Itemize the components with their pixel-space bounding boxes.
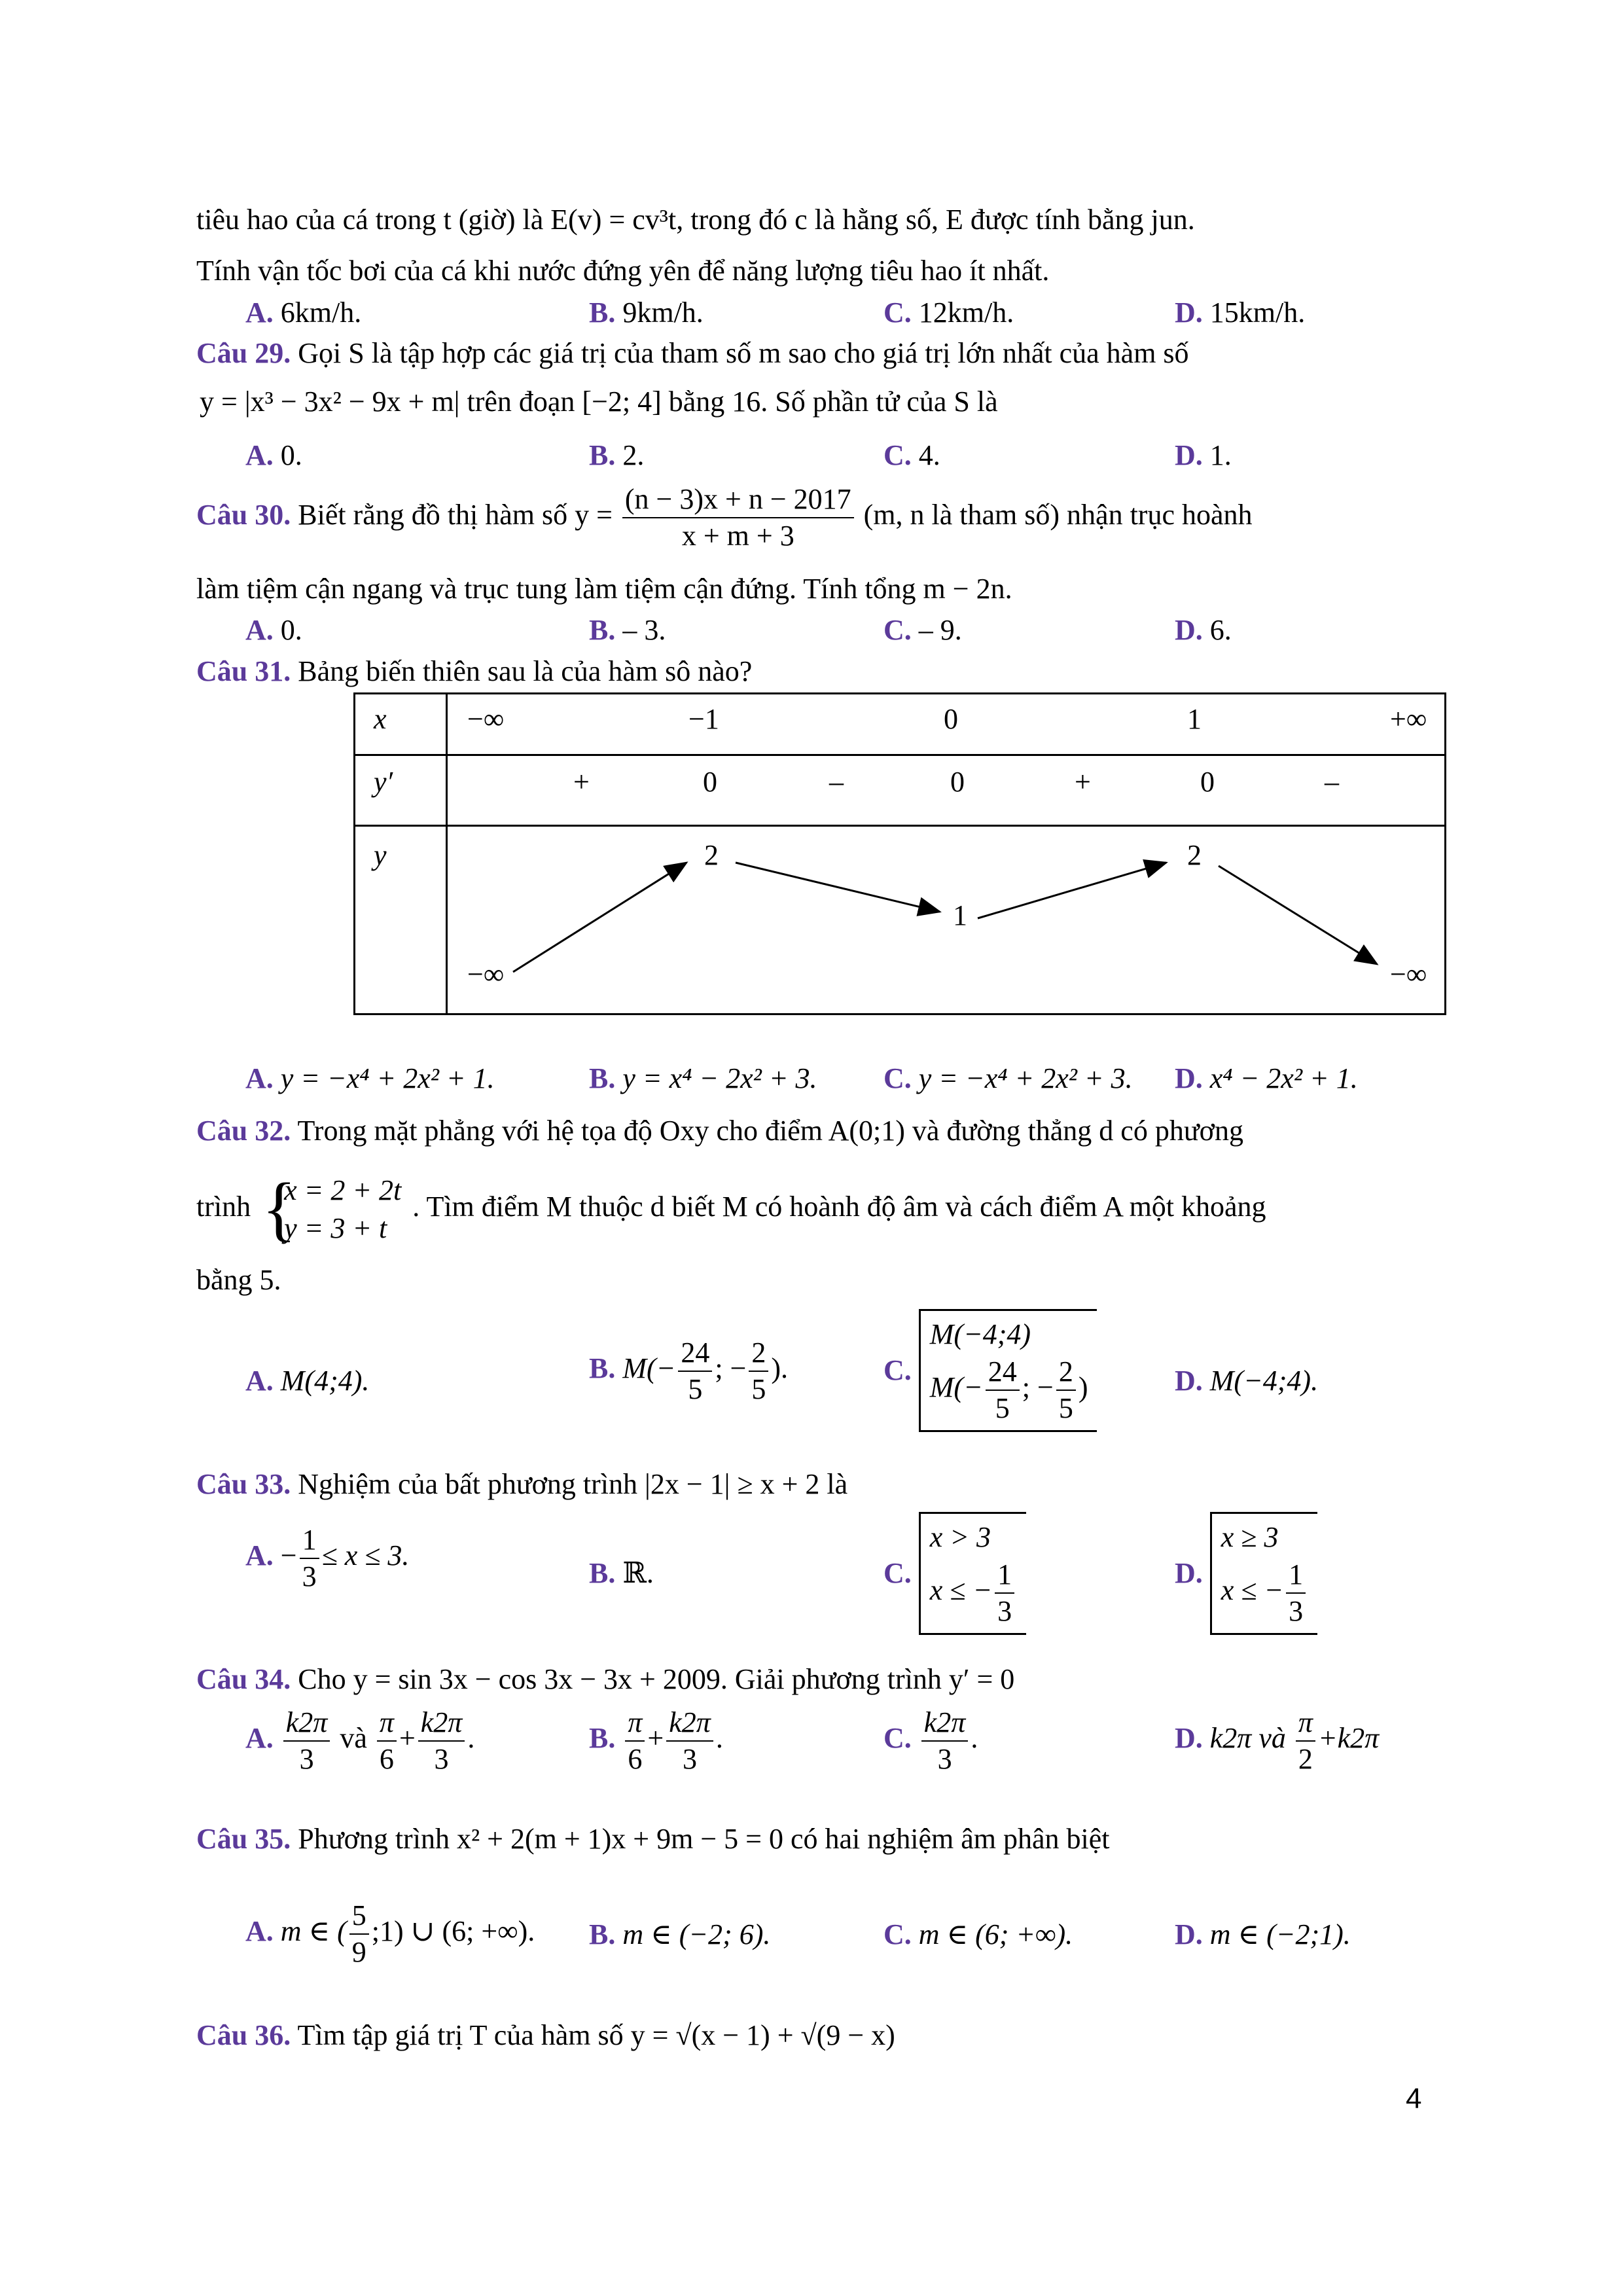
q29-options: A. 0. B. 2. C. 4. D. 1. [245,439,1232,471]
row-yp-label: y′ [355,755,447,826]
q30-line2: làm tiệm cận ngang và trục tung làm tiệm cận đứng. Tính tổng m − 2n. [196,573,1012,605]
q32-line2: trình { x = 2 + 2t y = 3 + t . Tìm điểm M thuộc d biết M có hoành độ âm và cách điểm A một khoảng [196,1168,1266,1248]
row-x-values: −∞ −1 0 1 +∞ [447,694,1446,755]
q32-line3: bằng 5. [196,1264,281,1296]
variation-table [353,692,1446,1015]
q32-system: { x = 2 + 2t y = 3 + t [262,1168,402,1248]
arrow-up-2 [978,863,1166,918]
q33-optC-bracket: x > 3 x ≤ − $\frac{1}{3}$ [919,1512,1026,1635]
q32-options: A. M(4;4). B. M(− $\frac{24}{5}$ ; − $\frac{2}{5}$ ). C. M(−4;4) M(− $\frac{24}{5}$ ; − $\frac{2}{5}$ ) D. M(−4;4). [245,1309,1423,1453]
q30-options: A. 0. B. – 3. C. – 9. D. 6. [245,614,1232,646]
q28-line2: Tính vận tốc bơi của cá khi nước đứng yên để năng lượng tiêu hao ít nhất. [196,255,1050,287]
q36-line: Câu 36. Tìm tập giá trị T của hàm số y = √(x − 1) + √(9 − x) [196,2019,895,2051]
q33-line: Câu 33. Nghiệm của bất phương trình |2x − 1| ≥ x + 2 là [196,1468,848,1500]
q32-optC-bracket: M(−4;4) M(− $\frac{24}{5}$ ; − $\frac{2}{5}$ ) [919,1309,1097,1432]
q34-line: Câu 34. Cho y = sin 3x − cos 3x − 3x + 2009. Giải phương trình y′ = 0 [196,1663,1015,1695]
q34-options: A. $\frac{k2\pi}{3}$ và $\frac{\pi}{6}$ + $\frac{k2\pi}{3}$ . B. $\frac{\pi}{6}$ + $\frac{k2\pi}{3}$ . C. $\frac{k2\pi}{3}$ . D. k2π và $\frac{\pi}{2}$ +k2π [245,1706,1380,1775]
arrow-down-2 [1219,866,1377,964]
q33-options: A. − $\frac{1}{3}$ ≤ x ≤ 3. B. ℝ. C. x > 3 x ≤ − $\frac{1}{3}$ D. x ≥ 3 x ≤ − $\frac{1}{3}$ [245,1505,1423,1649]
q30-line1: Câu 30. Biết rằng đồ thị hàm số y = $\frac{(n - 3)x + n - 2017}{x + m + 3}$ (m, n là tham số) nhận trục hoành [196,482,1253,554]
q31-line: Câu 31. Bảng biến thiên sau là của hàm sô nào? [196,655,753,687]
q28-options: A. 6km/h. B. 9km/h. C. 12km/h. D. 15km/h. [245,296,1306,329]
q29-line2: y = |x³ − 3x² − 9x + m| trên đoạn [−2; 4] bằng 16. Số phần tử của S là [200,386,998,418]
q35-line: Câu 35. Phương trình x² + 2(m + 1)x + 9m − 5 = 0 có hai nghiệm âm phân biệt [196,1823,1110,1855]
row-x-label: x [355,694,447,755]
arrow-up-1 [513,863,687,972]
row-y-label: y [355,826,447,1014]
row-y-values: −∞ 2 1 2 −∞ [447,826,1446,1014]
q31-options: A. y = −x⁴ + 2x² + 1. B. y = x⁴ − 2x² + 3. C. y = −x⁴ + 2x² + 3. D. x⁴ − 2x² + 1. [245,1062,1358,1094]
q35-options: A. m ∈ ( $\frac{5}{9}$ ;1) ∪ (6; +∞). B. m ∈ (−2; 6). C. m ∈ (6; +∞). D. m ∈ (−2;1). [245,1899,1351,1968]
arrow-down-1 [736,863,940,912]
q28-line1: tiêu hao của cá trong t (giờ) là E(v) = cv³t, trong đó c là hằng số, E được tính bằng jun. [196,204,1195,236]
q30-fraction: $\frac{(n - 3)x + n - 2017}{x + m + 3}$ [622,482,854,554]
q32-line1: Câu 32. Trong mặt phẳng với hệ tọa độ Oxy cho điểm A(0;1) và đường thẳng d có phương [196,1115,1243,1147]
page-number: 4 [1406,2083,1422,2115]
row-yp-values: + 0 – 0 + 0 – [447,755,1446,826]
q29-line1: Câu 29. Gọi S là tập hợp các giá trị của tham số m sao cho giá trị lớn nhất của hàm số [196,337,1189,369]
q33-optD-bracket: x ≥ 3 x ≤ − $\frac{1}{3}$ [1210,1512,1317,1635]
